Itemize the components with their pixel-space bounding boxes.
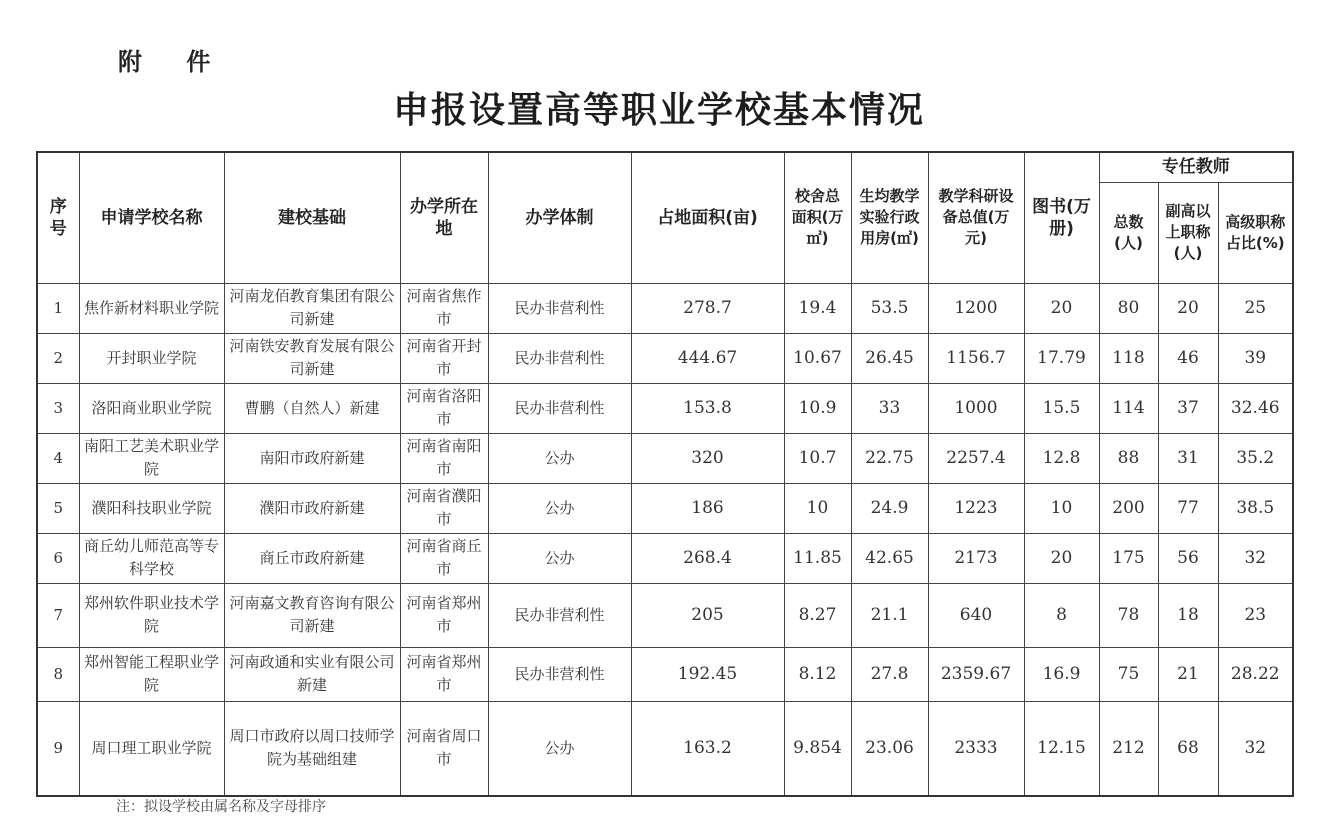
cell-equipment: 1223	[928, 483, 1024, 533]
cell-land: 320	[631, 433, 784, 483]
cell-ratio: 28.22	[1218, 647, 1293, 701]
cell-building: 9.854	[784, 701, 851, 796]
cell-system: 公办	[488, 701, 631, 796]
cell-total: 75	[1099, 647, 1158, 701]
cell-books: 10	[1024, 483, 1099, 533]
cell-senior: 21	[1158, 647, 1218, 701]
cell-basis: 河南铁安教育发展有限公司新建	[224, 333, 400, 383]
cell-land: 268.4	[631, 533, 784, 583]
cell-senior: 77	[1158, 483, 1218, 533]
cell-books: 20	[1024, 533, 1099, 583]
cell-system: 民办非营利性	[488, 283, 631, 333]
cell-location: 河南省洛阳市	[400, 383, 488, 433]
cell-basis: 周口市政府以周口技师学院为基础组建	[224, 701, 400, 796]
cell-land: 278.7	[631, 283, 784, 333]
cell-land: 186	[631, 483, 784, 533]
cell-equipment: 1156.7	[928, 333, 1024, 383]
cell-land: 205	[631, 583, 784, 647]
cell-total: 212	[1099, 701, 1158, 796]
cell-total: 175	[1099, 533, 1158, 583]
header-building-area: 校舍总面积(万㎡)	[784, 152, 851, 283]
cell-building: 10.9	[784, 383, 851, 433]
table-row	[37, 701, 1293, 796]
cell-basis: 河南嘉文教育咨询有限公司新建	[224, 583, 400, 647]
cell-name: 洛阳商业职业学院	[79, 383, 224, 433]
cell-name: 濮阳科技职业学院	[79, 483, 224, 533]
cell-name: 开封职业学院	[79, 333, 224, 383]
cell-seq: 3	[37, 383, 79, 433]
cell-books: 17.79	[1024, 333, 1099, 383]
cell-building: 10.7	[784, 433, 851, 483]
cell-ratio: 39	[1218, 333, 1293, 383]
cell-basis: 河南政通和实业有限公司新建	[224, 647, 400, 701]
cell-building: 10	[784, 483, 851, 533]
header-teachers-group: 专任教师	[1099, 152, 1293, 182]
table-row	[37, 383, 1293, 433]
header-location: 办学所在地	[400, 152, 488, 283]
cell-lab: 24.9	[851, 483, 928, 533]
cell-lab: 21.1	[851, 583, 928, 647]
cell-basis: 濮阳市政府新建	[224, 483, 400, 533]
cell-building: 11.85	[784, 533, 851, 583]
cell-books: 12.8	[1024, 433, 1099, 483]
cell-system: 公办	[488, 483, 631, 533]
cell-location: 河南省郑州市	[400, 583, 488, 647]
cell-books: 15.5	[1024, 383, 1099, 433]
cell-equipment: 2173	[928, 533, 1024, 583]
cell-equipment: 2359.67	[928, 647, 1024, 701]
cell-equipment: 1200	[928, 283, 1024, 333]
cell-lab: 27.8	[851, 647, 928, 701]
table-row	[37, 533, 1293, 583]
cell-equipment: 640	[928, 583, 1024, 647]
cell-building: 19.4	[784, 283, 851, 333]
cell-location: 河南省周口市	[400, 701, 488, 796]
cell-system: 公办	[488, 433, 631, 483]
table-row	[37, 483, 1293, 533]
cell-land: 163.2	[631, 701, 784, 796]
cell-seq: 5	[37, 483, 79, 533]
header-system: 办学体制	[488, 152, 631, 283]
cell-land: 192.45	[631, 647, 784, 701]
cell-lab: 42.65	[851, 533, 928, 583]
cell-total: 118	[1099, 333, 1158, 383]
cell-senior: 18	[1158, 583, 1218, 647]
cell-location: 河南省商丘市	[400, 533, 488, 583]
cell-land: 153.8	[631, 383, 784, 433]
cell-total: 78	[1099, 583, 1158, 647]
cell-location: 河南省南阳市	[400, 433, 488, 483]
cell-senior: 20	[1158, 283, 1218, 333]
cell-land: 444.67	[631, 333, 784, 383]
cell-seq: 8	[37, 647, 79, 701]
cell-seq: 9	[37, 701, 79, 796]
cell-total: 88	[1099, 433, 1158, 483]
cell-senior: 31	[1158, 433, 1218, 483]
cell-seq: 6	[37, 533, 79, 583]
cell-location: 河南省濮阳市	[400, 483, 488, 533]
cell-building: 10.67	[784, 333, 851, 383]
cell-system: 民办非营利性	[488, 333, 631, 383]
cell-name: 郑州软件职业技术学院	[79, 583, 224, 647]
header-land-area: 占地面积(亩)	[631, 152, 784, 283]
header-equipment-value: 教学科研设备总值(万元)	[928, 152, 1024, 283]
cell-ratio: 23	[1218, 583, 1293, 647]
cell-books: 20	[1024, 283, 1099, 333]
cell-equipment: 2257.4	[928, 433, 1024, 483]
cell-name: 郑州智能工程职业学院	[79, 647, 224, 701]
cell-ratio: 35.2	[1218, 433, 1293, 483]
cell-basis: 商丘市政府新建	[224, 533, 400, 583]
cell-lab: 53.5	[851, 283, 928, 333]
cell-total: 200	[1099, 483, 1158, 533]
cell-senior: 56	[1158, 533, 1218, 583]
header-lab-space: 生均教学实验行政用房(㎡)	[851, 152, 928, 283]
cell-location: 河南省郑州市	[400, 647, 488, 701]
cell-basis: 南阳市政府新建	[224, 433, 400, 483]
header-teachers-total: 总数(人)	[1099, 182, 1158, 283]
cell-name: 南阳工艺美术职业学院	[79, 433, 224, 483]
cell-books: 12.15	[1024, 701, 1099, 796]
cell-lab: 23.06	[851, 701, 928, 796]
cell-seq: 2	[37, 333, 79, 383]
cell-name: 周口理工职业学院	[79, 701, 224, 796]
cell-system: 民办非营利性	[488, 647, 631, 701]
header-teachers-senior: 副高以上职称(人)	[1158, 182, 1218, 283]
cell-senior: 46	[1158, 333, 1218, 383]
cell-equipment: 1000	[928, 383, 1024, 433]
cell-basis: 曹鹏（自然人）新建	[224, 383, 400, 433]
cell-seq: 7	[37, 583, 79, 647]
cell-lab: 22.75	[851, 433, 928, 483]
cell-location: 河南省开封市	[400, 333, 488, 383]
cell-building: 8.27	[784, 583, 851, 647]
cell-seq: 4	[37, 433, 79, 483]
cell-total: 80	[1099, 283, 1158, 333]
cell-location: 河南省焦作市	[400, 283, 488, 333]
cell-ratio: 25	[1218, 283, 1293, 333]
cell-senior: 37	[1158, 383, 1218, 433]
cell-system: 公办	[488, 533, 631, 583]
cell-seq: 1	[37, 283, 79, 333]
header-books: 图书(万册)	[1024, 152, 1099, 283]
cell-total: 114	[1099, 383, 1158, 433]
cell-ratio: 32	[1218, 533, 1293, 583]
header-teachers-ratio: 高级职称占比(%)	[1218, 182, 1293, 283]
attachment-label: 附 件	[118, 48, 229, 76]
cell-books: 8	[1024, 583, 1099, 647]
header-name: 申请学校名称	[79, 152, 224, 283]
header-basis: 建校基础	[224, 152, 400, 283]
cell-lab: 26.45	[851, 333, 928, 383]
cell-ratio: 32	[1218, 701, 1293, 796]
table-row	[37, 333, 1293, 383]
header-seq: 序号	[37, 152, 79, 283]
cell-system: 民办非营利性	[488, 383, 631, 433]
cell-lab: 33	[851, 383, 928, 433]
table-row	[37, 283, 1293, 333]
footnote: 注：拟设学校由属名称及字母排序	[116, 799, 326, 815]
table-row	[37, 433, 1293, 483]
cell-equipment: 2333	[928, 701, 1024, 796]
cell-senior: 68	[1158, 701, 1218, 796]
cell-basis: 河南龙佰教育集团有限公司新建	[224, 283, 400, 333]
cell-ratio: 38.5	[1218, 483, 1293, 533]
cell-name: 商丘幼儿师范高等专科学校	[79, 533, 224, 583]
table-row	[37, 647, 1293, 701]
cell-name: 焦作新材料职业学院	[79, 283, 224, 333]
cell-ratio: 32.46	[1218, 383, 1293, 433]
page-title: 申报设置高等职业学校基本情况	[392, 90, 925, 131]
table-row	[37, 583, 1293, 647]
cell-system: 民办非营利性	[488, 583, 631, 647]
cell-books: 16.9	[1024, 647, 1099, 701]
schools-table	[36, 151, 1294, 797]
cell-building: 8.12	[784, 647, 851, 701]
